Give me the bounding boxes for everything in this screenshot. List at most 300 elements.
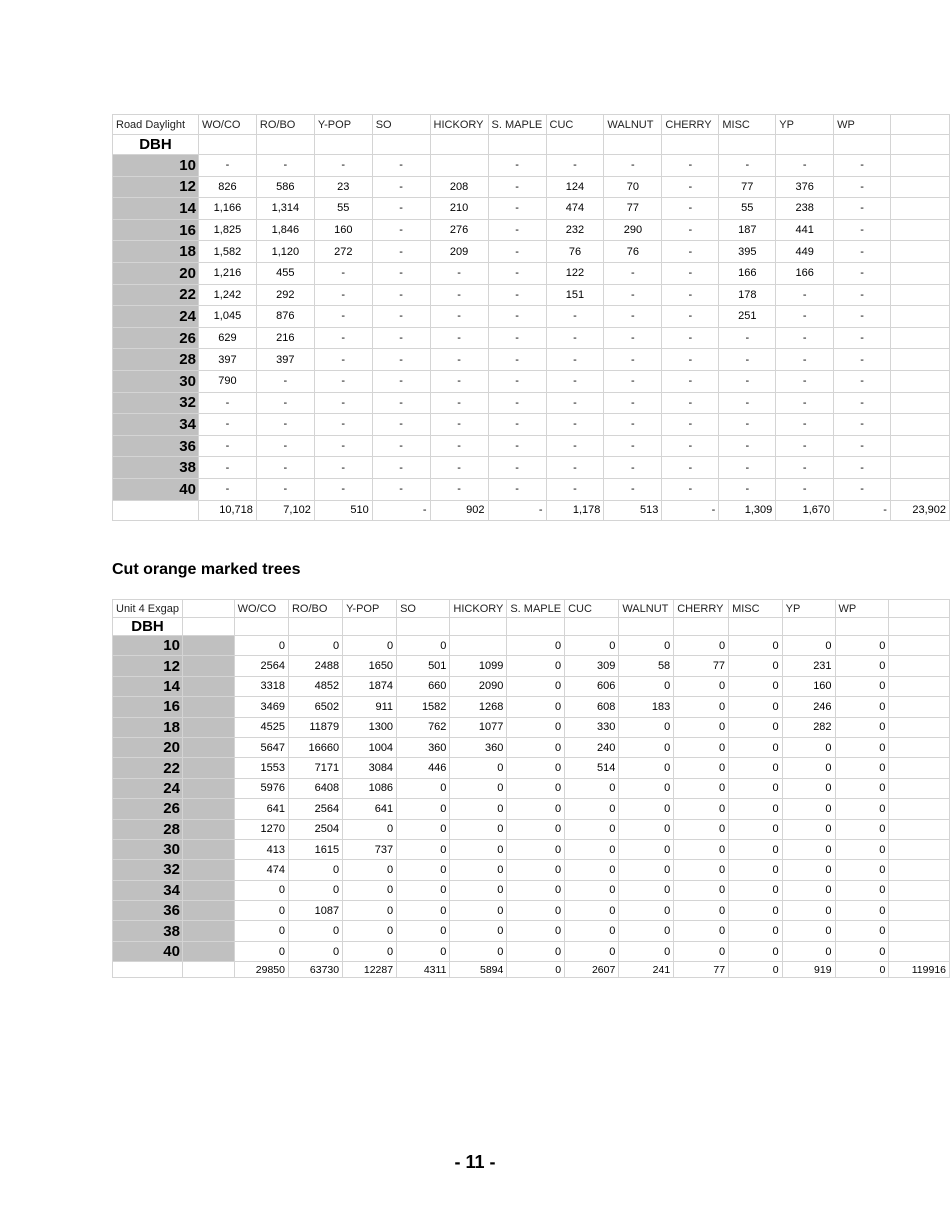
data-cell xyxy=(890,349,949,371)
data-cell: 0 xyxy=(782,758,835,778)
empty-cell xyxy=(314,135,372,155)
empty-cell xyxy=(256,135,314,155)
dbh-cell: 38 xyxy=(113,457,199,479)
total-cell: 0 xyxy=(729,962,783,978)
data-cell: - xyxy=(776,414,834,436)
data-cell: 0 xyxy=(729,758,783,778)
data-cell: - xyxy=(546,306,604,328)
data-cell: - xyxy=(546,370,604,392)
data-cell xyxy=(890,457,949,479)
column-header: WALNUT xyxy=(604,115,662,135)
data-cell: - xyxy=(488,284,546,306)
data-cell: - xyxy=(719,414,776,436)
data-cell: - xyxy=(488,478,546,500)
data-cell: 0 xyxy=(397,839,450,859)
data-cell xyxy=(889,921,950,941)
data-cell: - xyxy=(662,198,719,220)
table-row xyxy=(113,370,950,392)
data-cell: - xyxy=(372,241,430,263)
data-cell: 397 xyxy=(256,349,314,371)
page-number: - 11 - xyxy=(454,1152,496,1172)
column-header: Y-POP xyxy=(314,115,372,135)
data-cell xyxy=(890,176,949,198)
column-header: YP xyxy=(782,600,835,618)
data-cell: 441 xyxy=(776,219,834,241)
data-cell: 0 xyxy=(619,636,674,656)
table-row xyxy=(113,941,950,961)
data-cell: 0 xyxy=(343,880,397,900)
data-cell: 0 xyxy=(835,799,889,819)
data-cell: - xyxy=(776,370,834,392)
data-cell: - xyxy=(662,435,719,457)
data-cell: 0 xyxy=(729,941,783,961)
data-cell: - xyxy=(372,176,430,198)
data-cell: 0 xyxy=(835,778,889,798)
data-cell xyxy=(889,839,950,859)
table-row xyxy=(113,636,950,656)
dbh-cell: 36 xyxy=(113,435,199,457)
empty-cell xyxy=(343,618,397,636)
empty-cell xyxy=(729,618,783,636)
data-cell: - xyxy=(314,414,372,436)
dbh-cell xyxy=(182,901,234,921)
data-cell: 0 xyxy=(674,880,729,900)
header-row xyxy=(113,115,950,135)
data-cell: 0 xyxy=(507,697,565,717)
data-cell: - xyxy=(546,478,604,500)
data-cell: 0 xyxy=(674,839,729,859)
data-cell: 0 xyxy=(507,901,565,921)
data-cell: 3318 xyxy=(234,676,288,696)
data-cell: - xyxy=(198,392,256,414)
empty-cell xyxy=(890,135,949,155)
data-cell: 232 xyxy=(546,219,604,241)
data-cell xyxy=(889,941,950,961)
data-cell: 0 xyxy=(234,941,288,961)
data-cell xyxy=(889,697,950,717)
data-cell: 641 xyxy=(343,799,397,819)
table-row xyxy=(113,860,950,880)
data-cell: 1077 xyxy=(450,717,507,737)
data-cell: - xyxy=(719,370,776,392)
data-cell: - xyxy=(430,392,488,414)
data-cell: - xyxy=(430,435,488,457)
data-cell: 0 xyxy=(619,901,674,921)
data-cell: 514 xyxy=(565,758,619,778)
data-cell: - xyxy=(662,155,719,177)
data-cell: 0 xyxy=(507,941,565,961)
data-cell: - xyxy=(314,392,372,414)
data-cell xyxy=(890,306,949,328)
data-cell xyxy=(889,778,950,798)
data-cell: - xyxy=(198,478,256,500)
data-cell: - xyxy=(719,478,776,500)
data-cell: - xyxy=(488,457,546,479)
data-cell: - xyxy=(834,241,891,263)
table-row xyxy=(113,758,950,778)
data-cell: 0 xyxy=(674,676,729,696)
dbh-cell: 40 xyxy=(113,941,183,961)
data-cell: 0 xyxy=(674,737,729,757)
total-cell: 0 xyxy=(835,962,889,978)
table-row xyxy=(113,799,950,819)
data-cell: 0 xyxy=(619,717,674,737)
data-cell: - xyxy=(488,155,546,177)
data-cell: 0 xyxy=(835,941,889,961)
data-cell: 0 xyxy=(729,901,783,921)
table-row xyxy=(113,656,950,676)
data-cell: - xyxy=(604,349,662,371)
data-cell: 0 xyxy=(507,778,565,798)
totals-row xyxy=(113,500,950,520)
data-cell: - xyxy=(198,435,256,457)
data-cell: 0 xyxy=(782,941,835,961)
table-row xyxy=(113,697,950,717)
total-cell: 119916 xyxy=(889,962,950,978)
data-cell: 0 xyxy=(674,778,729,798)
dbh-cell: 14 xyxy=(113,676,183,696)
data-cell: 0 xyxy=(288,941,342,961)
data-cell: - xyxy=(488,435,546,457)
data-cell: 1,582 xyxy=(198,241,256,263)
data-cell: 1086 xyxy=(343,778,397,798)
total-cell: 1,670 xyxy=(776,500,834,520)
column-header: RO/BO xyxy=(288,600,342,618)
data-cell: 0 xyxy=(729,921,783,941)
data-cell: 0 xyxy=(619,839,674,859)
data-cell: 0 xyxy=(397,778,450,798)
data-cell: 0 xyxy=(674,819,729,839)
data-cell: 1,120 xyxy=(256,241,314,263)
data-cell: - xyxy=(719,435,776,457)
dbh-cell: 40 xyxy=(113,478,199,500)
data-cell: 0 xyxy=(782,778,835,798)
data-cell: - xyxy=(719,392,776,414)
total-cell: 77 xyxy=(674,962,729,978)
total-cell: 902 xyxy=(430,500,488,520)
data-cell: - xyxy=(314,284,372,306)
dbh-cell xyxy=(182,697,234,717)
dbh-cell: 10 xyxy=(113,636,183,656)
data-cell: - xyxy=(662,478,719,500)
data-cell: 0 xyxy=(835,901,889,921)
data-cell: - xyxy=(430,349,488,371)
data-cell: 0 xyxy=(729,819,783,839)
total-cell xyxy=(113,500,199,520)
total-cell: 241 xyxy=(619,962,674,978)
data-cell: 1087 xyxy=(288,901,342,921)
data-cell: - xyxy=(372,349,430,371)
table-row xyxy=(113,155,950,177)
data-cell: 0 xyxy=(729,778,783,798)
data-cell: 122 xyxy=(546,262,604,284)
data-cell: 0 xyxy=(782,636,835,656)
data-cell: - xyxy=(719,155,776,177)
data-cell: - xyxy=(198,414,256,436)
data-cell: - xyxy=(314,457,372,479)
data-cell: - xyxy=(604,457,662,479)
dbh-cell: 28 xyxy=(113,819,183,839)
data-cell: 0 xyxy=(507,880,565,900)
data-cell: - xyxy=(834,392,891,414)
data-cell: - xyxy=(546,327,604,349)
data-cell: - xyxy=(314,262,372,284)
data-cell: - xyxy=(604,155,662,177)
data-cell: 0 xyxy=(507,921,565,941)
dbh-cell xyxy=(182,839,234,859)
total-cell: 10,718 xyxy=(198,500,256,520)
empty-cell xyxy=(397,618,450,636)
data-cell: 1553 xyxy=(234,758,288,778)
data-cell: 0 xyxy=(782,819,835,839)
data-cell: - xyxy=(256,457,314,479)
data-cell xyxy=(450,636,507,656)
dbh-cell xyxy=(182,880,234,900)
data-cell xyxy=(889,636,950,656)
data-cell: - xyxy=(546,155,604,177)
data-cell: - xyxy=(662,349,719,371)
empty-cell xyxy=(288,618,342,636)
empty-cell xyxy=(674,618,729,636)
data-cell: 0 xyxy=(674,758,729,778)
data-cell: 4525 xyxy=(234,717,288,737)
dbh-cell: 16 xyxy=(113,219,199,241)
data-cell: 449 xyxy=(776,241,834,263)
data-cell xyxy=(889,656,950,676)
data-cell: 826 xyxy=(198,176,256,198)
data-cell: 0 xyxy=(619,880,674,900)
data-cell: 1,846 xyxy=(256,219,314,241)
empty-cell xyxy=(662,135,719,155)
data-cell: 1650 xyxy=(343,656,397,676)
total-cell: 63730 xyxy=(288,962,342,978)
data-cell xyxy=(890,414,949,436)
data-cell: - xyxy=(776,349,834,371)
total-cell: 0 xyxy=(507,962,565,978)
data-cell: 0 xyxy=(729,737,783,757)
column-header: MISC xyxy=(719,115,776,135)
data-cell: 0 xyxy=(729,880,783,900)
empty-cell xyxy=(834,135,891,155)
empty-cell xyxy=(776,135,834,155)
dbh-cell xyxy=(182,921,234,941)
data-cell: 2090 xyxy=(450,676,507,696)
total-cell: 12287 xyxy=(343,962,397,978)
data-cell: 0 xyxy=(507,656,565,676)
data-cell: 1270 xyxy=(234,819,288,839)
dbh-label-row xyxy=(113,135,950,155)
data-cell: - xyxy=(314,435,372,457)
dbh-cell: 16 xyxy=(113,697,183,717)
data-cell: 737 xyxy=(343,839,397,859)
data-cell: - xyxy=(662,241,719,263)
data-cell: 330 xyxy=(565,717,619,737)
data-cell: - xyxy=(834,414,891,436)
data-cell: 0 xyxy=(835,839,889,859)
empty-cell xyxy=(507,618,565,636)
data-cell: 0 xyxy=(343,636,397,656)
dbh-cell: 24 xyxy=(113,778,183,798)
data-cell: - xyxy=(198,457,256,479)
data-cell: 0 xyxy=(288,880,342,900)
data-cell: 586 xyxy=(256,176,314,198)
total-cell: 4311 xyxy=(397,962,450,978)
data-cell: 1,242 xyxy=(198,284,256,306)
data-cell: - xyxy=(372,155,430,177)
table-row xyxy=(113,819,950,839)
data-cell: 0 xyxy=(619,737,674,757)
data-cell: 0 xyxy=(234,636,288,656)
column-header: SO xyxy=(397,600,450,618)
table-row xyxy=(113,717,950,737)
empty-cell xyxy=(782,618,835,636)
dbh-cell: 10 xyxy=(113,155,199,177)
data-cell: 0 xyxy=(835,717,889,737)
total-cell: 513 xyxy=(604,500,662,520)
column-header: HICKORY xyxy=(450,600,507,618)
dbh-label-row xyxy=(113,618,950,636)
data-cell: 413 xyxy=(234,839,288,859)
dbh-cell xyxy=(182,676,234,696)
data-cell xyxy=(889,901,950,921)
data-cell: - xyxy=(314,349,372,371)
column-header: WALNUT xyxy=(619,600,674,618)
data-cell: 0 xyxy=(782,737,835,757)
data-cell: - xyxy=(372,262,430,284)
data-cell: - xyxy=(834,306,891,328)
data-cell: 0 xyxy=(674,717,729,737)
data-cell: 0 xyxy=(507,636,565,656)
dbh-cell: 18 xyxy=(113,717,183,737)
data-cell: 231 xyxy=(782,656,835,676)
data-cell: 1,825 xyxy=(198,219,256,241)
data-cell: - xyxy=(372,435,430,457)
empty-cell xyxy=(488,135,546,155)
data-cell: 0 xyxy=(674,697,729,717)
data-cell: 0 xyxy=(450,921,507,941)
column-header: S. MAPLE xyxy=(488,115,546,135)
data-cell: 876 xyxy=(256,306,314,328)
data-cell: - xyxy=(719,349,776,371)
data-cell: - xyxy=(834,155,891,177)
data-cell: 0 xyxy=(835,697,889,717)
data-cell: 7171 xyxy=(288,758,342,778)
dbh-cell xyxy=(182,860,234,880)
dbh-cell: 22 xyxy=(113,758,183,778)
data-cell: - xyxy=(372,306,430,328)
data-cell: 790 xyxy=(198,370,256,392)
column-header xyxy=(890,115,949,135)
data-cell: - xyxy=(776,155,834,177)
data-cell xyxy=(890,155,949,177)
data-cell: - xyxy=(546,457,604,479)
data-cell: - xyxy=(662,414,719,436)
data-cell: 1615 xyxy=(288,839,342,859)
data-cell: - xyxy=(662,219,719,241)
empty-cell xyxy=(719,135,776,155)
data-cell: - xyxy=(604,435,662,457)
table-row xyxy=(113,778,950,798)
data-cell: - xyxy=(430,306,488,328)
data-cell: - xyxy=(604,370,662,392)
data-cell: - xyxy=(776,327,834,349)
data-cell: - xyxy=(604,327,662,349)
data-cell: 0 xyxy=(835,921,889,941)
data-cell: 166 xyxy=(776,262,834,284)
data-cell: - xyxy=(372,219,430,241)
dbh-cell xyxy=(182,758,234,778)
data-cell: 0 xyxy=(397,636,450,656)
data-cell: - xyxy=(314,327,372,349)
data-cell: 309 xyxy=(565,656,619,676)
data-cell: 76 xyxy=(546,241,604,263)
data-cell: 0 xyxy=(782,901,835,921)
data-cell: 397 xyxy=(198,349,256,371)
data-cell: - xyxy=(546,414,604,436)
table-row xyxy=(113,414,950,436)
data-cell: 1300 xyxy=(343,717,397,737)
data-cell: 246 xyxy=(782,697,835,717)
data-cell: 11879 xyxy=(288,717,342,737)
data-cell: 0 xyxy=(288,860,342,880)
column-header: HICKORY xyxy=(430,115,488,135)
data-cell: - xyxy=(488,306,546,328)
data-cell: 0 xyxy=(507,676,565,696)
data-cell: 0 xyxy=(565,941,619,961)
data-cell: - xyxy=(488,241,546,263)
data-cell: 178 xyxy=(719,284,776,306)
data-cell xyxy=(890,262,949,284)
data-cell: 0 xyxy=(729,717,783,737)
data-cell: - xyxy=(546,435,604,457)
data-cell: 0 xyxy=(565,921,619,941)
data-cell: 0 xyxy=(565,778,619,798)
data-cell: - xyxy=(256,435,314,457)
data-cell: 0 xyxy=(234,921,288,941)
data-cell: - xyxy=(546,392,604,414)
data-cell: - xyxy=(834,435,891,457)
data-cell: 0 xyxy=(565,880,619,900)
data-cell: - xyxy=(372,284,430,306)
data-cell: - xyxy=(430,284,488,306)
data-cell: 124 xyxy=(546,176,604,198)
data-cell: - xyxy=(834,219,891,241)
road-daylight-table xyxy=(112,114,950,521)
data-cell: - xyxy=(256,478,314,500)
data-cell: 238 xyxy=(776,198,834,220)
data-cell: 0 xyxy=(507,839,565,859)
data-cell: - xyxy=(314,478,372,500)
data-cell: 0 xyxy=(729,636,783,656)
data-cell xyxy=(889,819,950,839)
data-cell: 2564 xyxy=(288,799,342,819)
table-row xyxy=(113,198,950,220)
data-cell xyxy=(889,737,950,757)
data-cell: 2504 xyxy=(288,819,342,839)
dbh-cell xyxy=(182,636,234,656)
data-cell: - xyxy=(372,198,430,220)
table-row xyxy=(113,839,950,859)
table-row xyxy=(113,676,950,696)
data-cell xyxy=(890,435,949,457)
data-cell: - xyxy=(314,370,372,392)
data-cell: 292 xyxy=(256,284,314,306)
total-cell: 5894 xyxy=(450,962,507,978)
data-cell: - xyxy=(776,284,834,306)
data-cell xyxy=(890,327,949,349)
total-cell: - xyxy=(662,500,719,520)
data-cell: 0 xyxy=(450,901,507,921)
